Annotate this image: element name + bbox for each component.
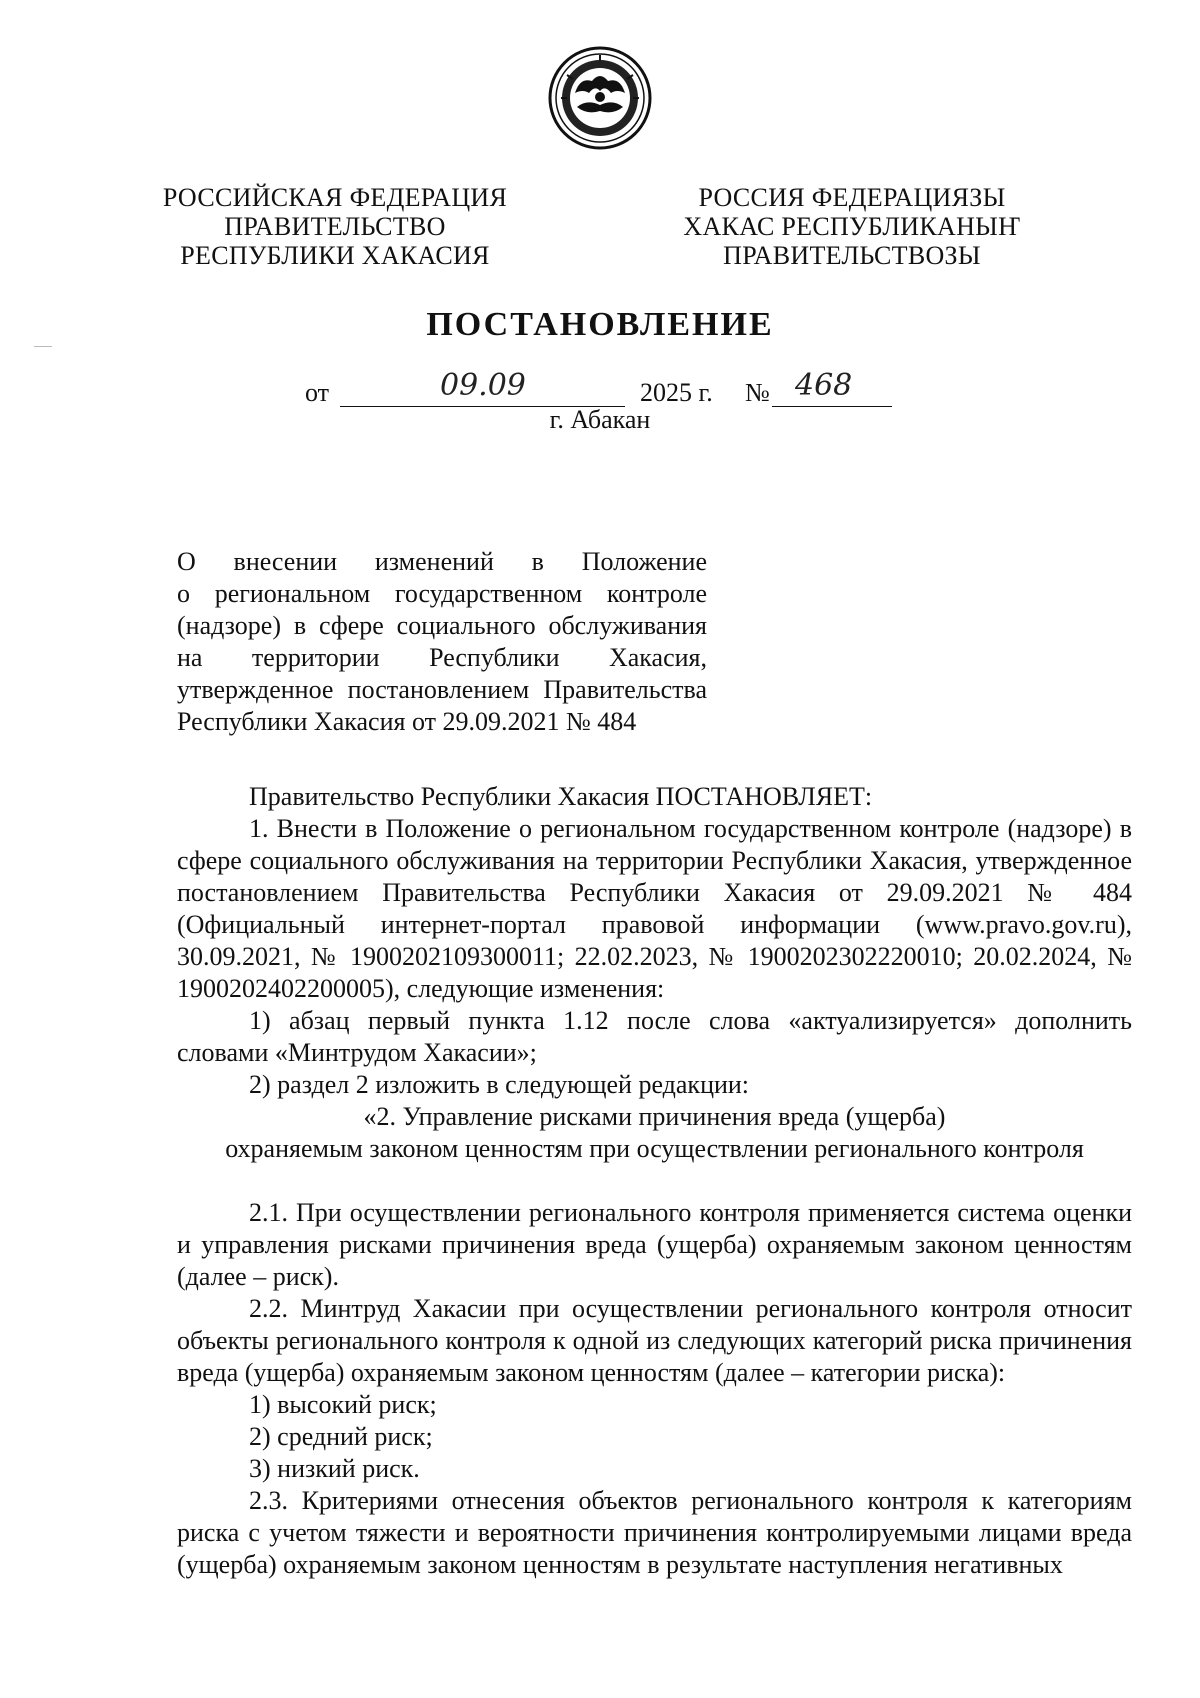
intro-paragraph: Правительство Республики Хакасия ПОСТАНОВЛЯЕТ: (249, 782, 873, 811)
paragraph-1-2: 2) раздел 2 изложить в следующей редакции: (249, 1070, 750, 1099)
year-label: 2025 г. (640, 378, 713, 407)
header-kjh-line: ХАКАС РЕСПУБЛИКАНЫҤ (683, 212, 1021, 241)
handwritten-date: 09.09 (440, 368, 526, 403)
subject-line: утвержденное постановлением Правительства (177, 675, 707, 704)
subject-line: о региональном государственном контроле (177, 579, 707, 608)
header-kjh-line: ПРАВИТЕЛЬСТВОЗЫ (723, 241, 981, 270)
header-ru-line: РОССИЙСКАЯ ФЕДЕРАЦИЯ (162, 183, 508, 212)
section-title-line: «2. Управление рисками причинения вреда (ущерба) (363, 1102, 946, 1131)
header-ru-line: РЕСПУБЛИКИ ХАКАСИЯ (180, 241, 490, 270)
date-from-label: от (305, 378, 330, 407)
scan-mark (34, 346, 52, 347)
header-kjh-line: РОССИЯ ФЕДЕРАЦИЯЗЫ (698, 183, 1006, 212)
header-ru-line: ПРАВИТЕЛЬСТВО (224, 212, 446, 241)
subject-line: Республики Хакасия от 29.09.2021 № 484 (177, 707, 637, 736)
document-body (177, 781, 1132, 1581)
number-label: № (745, 378, 770, 407)
header-kjh (672, 183, 1032, 270)
risk-item: 3) низкий риск. (249, 1454, 420, 1483)
paragraph-2-3: 2.3. Критериями отнесения объектов регионального контроля к категориям риска с учетом тяжести и вероятности причинения контролируемыми лицами вреда (ущерба) охраняемым законом ценностям в результате наступления негативных (177, 1486, 1132, 1579)
section-title-line: охраняемым законом ценностям при осуществлении регионального контроля (225, 1134, 1084, 1163)
paragraph-1: 1. Внести в Положение о региональном государственном контроле (надзоре) в сфере социального обслуживания на территории Республики Хакасия, утвержденное постановлением Правительства Республики Хакасия от 29.09.2021 № 484 (Официальный интернет-портал правовой информации (www.pravo.gov.ru), 30.09.2021, № 1900202109300011; 22.02.2023, № 1900202302220010; 20.02.2024, № 1900202402200005), следующие изменения: (177, 814, 1132, 1003)
dateline (0, 370, 1200, 410)
paragraph-2-2: 2.2. Минтруд Хакасии при осуществлении регионального контроля относит объекты регионального контроля к одной из следующих категорий риска причинения вреда (ущерба) охраняемым законом ценностям (далее – категории риска): (177, 1294, 1132, 1387)
city: г. Абакан (549, 405, 651, 434)
coat-of-arms-icon (547, 45, 653, 151)
subject-line: (надзоре) в сфере социального обслуживания (177, 611, 707, 640)
risk-item: 1) высокий риск; (249, 1390, 437, 1419)
subject-line: О внесении изменений в Положение (177, 547, 707, 576)
document-title: ПОСТАНОВЛЕНИЕ (426, 306, 774, 343)
paragraph-2-1: 2.1. При осуществлении регионального контроля применяется система оценки и управления рисками причинения вреда (ущерба) охраняемым законом ценностям (далее – риск). (177, 1198, 1132, 1291)
paragraph-1-1: 1) абзац первый пункта 1.12 после слова «актуализируется» дополнить словами «Минтрудом Хакасии»; (177, 1006, 1132, 1067)
spacer (177, 1165, 1132, 1197)
header-ru (150, 183, 520, 270)
subject-line: на территории Республики Хакасия, (177, 643, 707, 672)
subject-block (177, 546, 707, 738)
handwritten-number: 468 (795, 368, 853, 403)
risk-item: 2) средний риск; (249, 1422, 433, 1451)
